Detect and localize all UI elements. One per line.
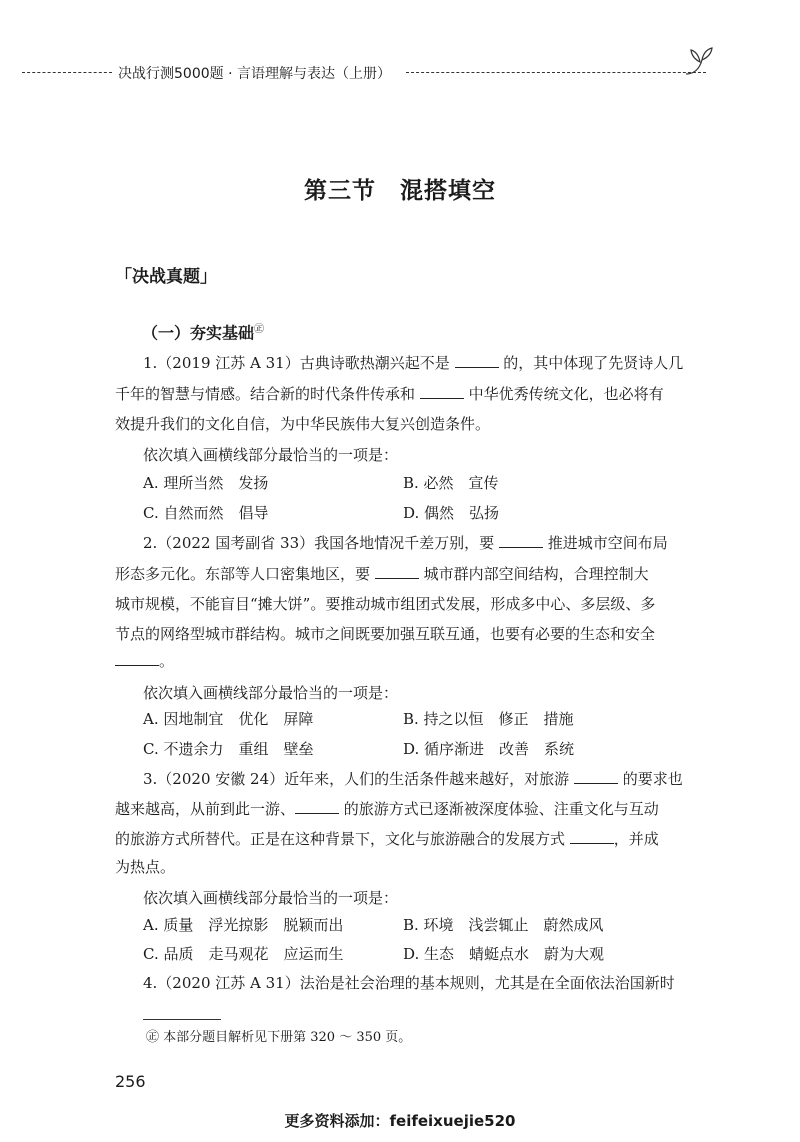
watermark-text: 更多资料添加：feifeixuejie520 bbox=[284, 1112, 516, 1130]
q3-option-b: B. 环境 浅尝辄止 蔚然成风 bbox=[403, 916, 604, 934]
q3-line3: 的旅游方式所替代。正是在这种背景下，文化与旅游融合的发展方式 ，并成 bbox=[115, 826, 700, 852]
q1-option-d: D. 偶然 弘扬 bbox=[403, 504, 500, 522]
sub-title-text: （一）夯实基础 bbox=[142, 323, 255, 343]
blank bbox=[115, 649, 159, 666]
blank bbox=[574, 767, 618, 784]
q1-option-a: A. 理所当然 发扬 bbox=[143, 474, 269, 492]
q2-option-c: C. 不遗余力 重组 壁垒 bbox=[143, 740, 314, 758]
q1-option-b: B. 必然 宣传 bbox=[403, 474, 499, 492]
footnote-rule bbox=[143, 1019, 221, 1020]
blank bbox=[375, 562, 419, 579]
header-rule-right bbox=[406, 72, 706, 73]
q2-option-b: B. 持之以恒 修正 措施 bbox=[403, 710, 574, 728]
q2-line3: 城市规模，不能盲目“摊大饼”。要推动城市组团式发展，形成多中心、多层级、多 bbox=[115, 595, 656, 613]
sprout-icon bbox=[684, 40, 714, 76]
q3-option-c: C. 品质 走马观花 应运而生 bbox=[143, 945, 344, 963]
section-title: 第三节 混搭填空 bbox=[304, 178, 496, 204]
q3-option-d: D. 生态 蜻蜓点水 蔚为大观 bbox=[403, 945, 605, 963]
q1-line2: 千年的智慧与情感。结合新的时代条件传承和 中华优秀传统文化，也必将有 bbox=[115, 381, 700, 407]
q2-option-d: D. 循序渐进 改善 系统 bbox=[403, 740, 575, 758]
box-title: 「决战真题」 bbox=[115, 267, 217, 287]
blank bbox=[499, 531, 543, 548]
running-header bbox=[22, 63, 712, 83]
q3-option-a: A. 质量 浮光掠影 脱颖而出 bbox=[143, 916, 344, 934]
page-number: 256 bbox=[115, 1072, 146, 1091]
book-title: 决战行测5000题 · 言语理解与表达（上册） bbox=[118, 66, 391, 82]
q2-line5: 。 bbox=[115, 648, 700, 674]
q2-option-a: A. 因地制宜 优化 屏障 bbox=[143, 710, 314, 728]
q3-prompt: 依次填入画横线部分最恰当的一项是： bbox=[143, 889, 399, 907]
blank bbox=[455, 351, 499, 368]
blank bbox=[420, 382, 464, 399]
q3-line4: 为热点。 bbox=[115, 858, 176, 876]
q1-prompt: 依次填入画横线部分最恰当的一项是： bbox=[143, 446, 399, 464]
footnote: ㊣ 本部分题目解析见下册第 320 ～ 350 页。 bbox=[146, 1030, 412, 1045]
blank bbox=[570, 827, 614, 844]
q2-prompt: 依次填入画横线部分最恰当的一项是： bbox=[143, 684, 399, 702]
q3-line2: 越来越高，从前到此一游、 的旅游方式已逐渐被深度体验、注重文化与互动 bbox=[115, 796, 700, 822]
q1-line3: 效提升我们的文化自信，为中华民族伟大复兴创造条件。 bbox=[115, 415, 491, 433]
q1-line1: 1.（2019 江苏 A 31）古典诗歌热潮兴起不是 的，其中体现了先贤诗人几 bbox=[143, 350, 728, 376]
sub-title bbox=[142, 320, 264, 343]
q4-line1: 4.（2020 江苏 A 31）法治是社会治理的基本规则，尤其是在全面依法治国新时 bbox=[143, 974, 675, 992]
q1-option-c: C. 自然而然 倡导 bbox=[143, 504, 269, 522]
header-rule-left bbox=[22, 72, 112, 73]
q2-line4: 节点的网络型城市群结构。城市之间既要加强互联互通，也要有必要的生态和安全 bbox=[115, 625, 656, 643]
q3-line1: 3.（2020 安徽 24）近年来，人们的生活条件越来越好，对旅游 的要求也 bbox=[143, 766, 728, 792]
blank bbox=[295, 797, 339, 814]
footnote-mark-icon: ㊣ bbox=[254, 324, 265, 335]
q2-line2: 形态多元化。东部等人口密集地区，要 城市群内部空间结构，合理控制大 bbox=[115, 561, 700, 587]
q2-line1: 2.（2022 国考副省 33）我国各地情况千差万别，要 推进城市空间布局 bbox=[143, 530, 728, 556]
